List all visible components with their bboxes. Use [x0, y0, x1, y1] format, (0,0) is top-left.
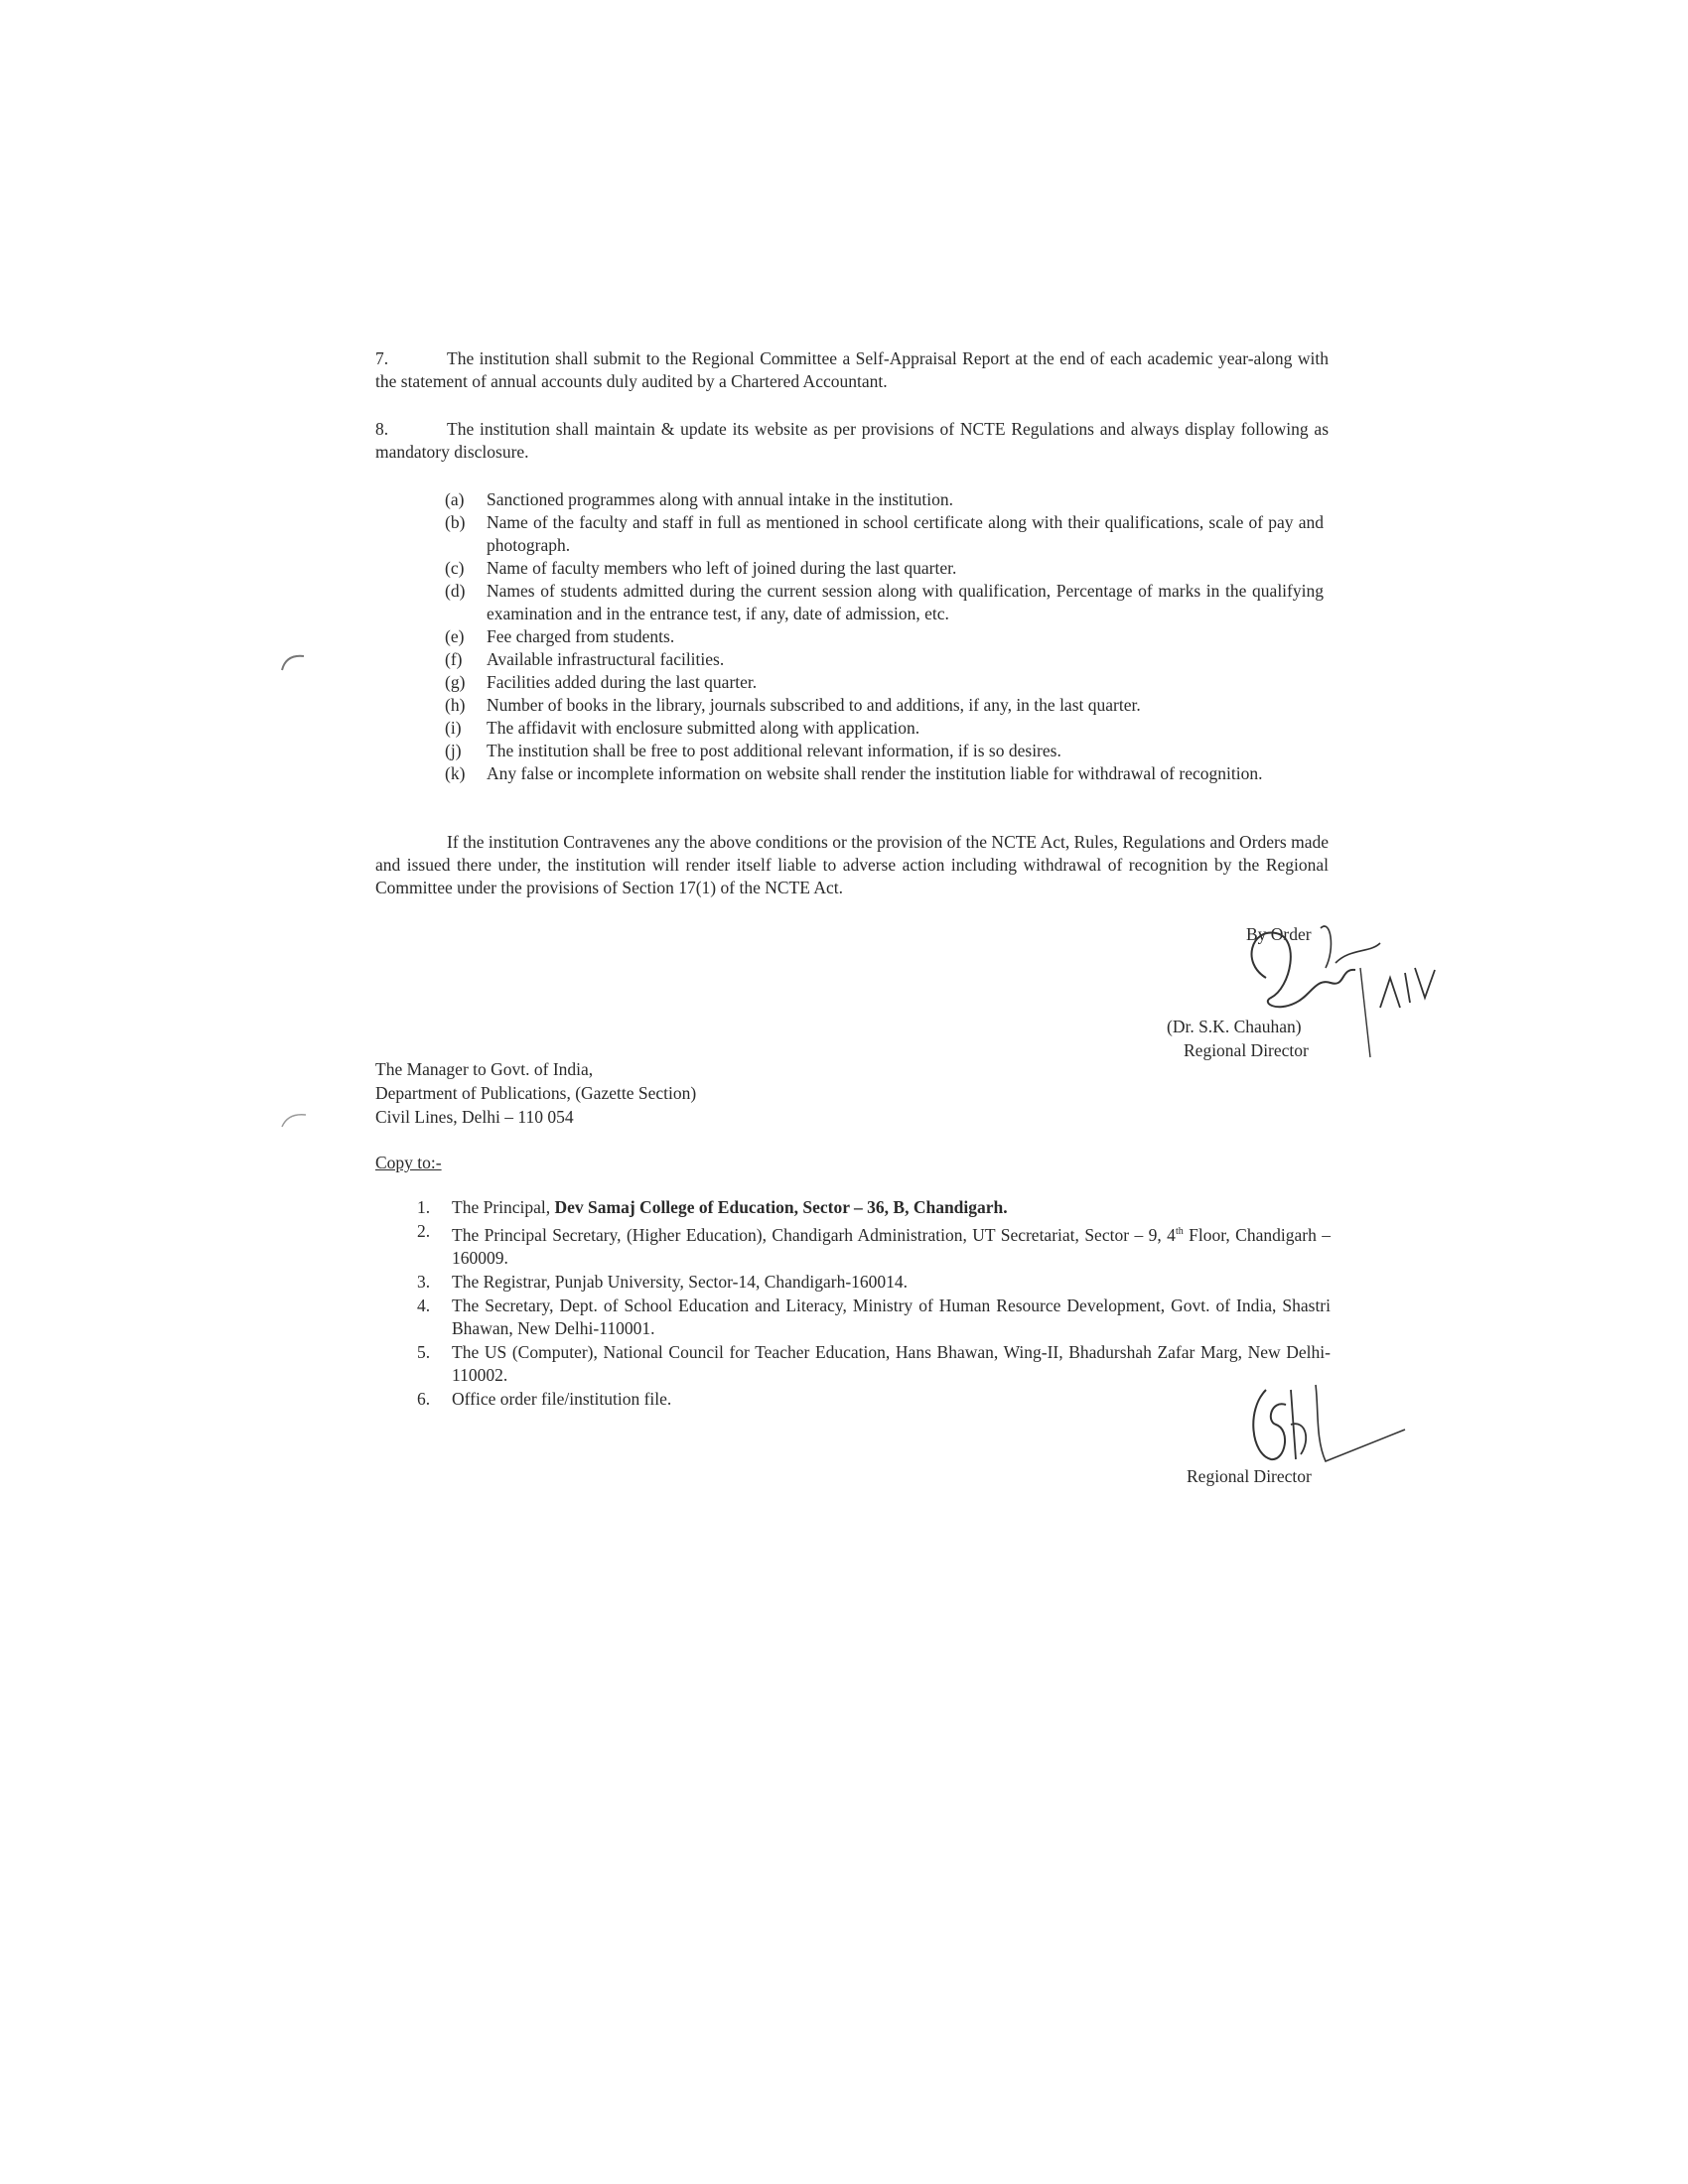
- scan-mark: [278, 650, 308, 674]
- paragraph-text: The institution shall maintain & update its website as per provisions of NCTE Regulations and always display following as mandatory disclosure.: [375, 419, 1329, 462]
- closing-paragraph: If the institution Contravenes any the above conditions or the provision of the NCTE Act, Rules, Regulations and Orders made and issued there under, the institution will render itself liable to adverse action including withdrawal of recognition by the Regional Committee under the provisions of Section 17(1) of the NCTE Act.: [375, 832, 1329, 897]
- addressee-line: Civil Lines, Delhi – 110 054: [375, 1107, 574, 1127]
- list-item: (i) The affidavit with enclosure submitted along with application.: [445, 718, 920, 738]
- list-item: 3. The Registrar, Punjab University, Sector-14, Chandigarh-160014.: [417, 1271, 909, 1292]
- addressee-line: The Manager to Govt. of India,: [375, 1059, 594, 1079]
- list-item: (k) Any false or incomplete information on website shall render the institution liable for withdrawal of recognition.: [445, 763, 1263, 783]
- scan-mark: [278, 1107, 308, 1131]
- list-item: 1. The Principal, Dev Samaj College of Education, Sector – 36, B, Chandigarh.: [417, 1197, 1008, 1217]
- list-item: 2. The Principal Secretary, (Higher Education), Chandigarh Administration, UT Secretariat, Sector – 9, 4th Floor, Chandigarh – 160009.: [417, 1221, 1331, 1268]
- paragraph-7: [375, 347, 1329, 393]
- signatory-name: (Dr. S.K. Chauhan): [1167, 1017, 1302, 1036]
- list-item: (h) Number of books in the library, journals subscribed to and additions, if any, in the last quarter.: [445, 695, 1141, 715]
- copy-to-heading: Copy to:-: [375, 1153, 442, 1172]
- list-item: (d) Names of students admitted during the current session along with qualification, Percentage of marks in the qualifying examination and in the entrance test, if any, date of admission, etc.: [445, 581, 1324, 623]
- list-item: 4. The Secretary, Dept. of School Education and Literacy, Ministry of Human Resource Development, Govt. of India, Shastri Bhawan, New Delhi-110001.: [417, 1295, 1331, 1338]
- disclosure-list: [445, 488, 1324, 785]
- list-item: (j) The institution shall be free to post additional relevant information, if is so desires.: [445, 741, 1061, 760]
- list-item: (c) Name of faculty members who left of joined during the last quarter.: [445, 558, 957, 578]
- paragraph-number: 7.: [375, 348, 389, 368]
- copy-to-list: [397, 1196, 1331, 1412]
- list-item: (g) Facilities added during the last quarter.: [445, 672, 758, 692]
- handwritten-signature: [1231, 1370, 1410, 1479]
- list-item: (e) Fee charged from students.: [445, 626, 675, 646]
- paragraph-number: 8.: [375, 419, 389, 439]
- handwritten-signature: [1221, 908, 1440, 1062]
- final-signatory-designation: Regional Director: [1187, 1466, 1312, 1486]
- by-order-label: By Order: [1246, 924, 1312, 944]
- paragraph-8: [375, 418, 1329, 464]
- signatory-designation: Regional Director: [1184, 1040, 1309, 1060]
- list-item: (a) Sanctioned programmes along with annual intake in the institution.: [445, 489, 953, 509]
- list-item: 5. The US (Computer), National Council for Teacher Education, Hans Bhawan, Wing-II, Bhadurshah Zafar Marg, New Delhi-110002.: [417, 1341, 1331, 1385]
- list-item: 6. Office order file/institution file.: [417, 1388, 672, 1409]
- list-item: (b) Name of the faculty and staff in full as mentioned in school certificate along with their qualifications, scale of pay and photograph.: [445, 512, 1324, 555]
- addressee-line: Department of Publications, (Gazette Section): [375, 1083, 697, 1103]
- paragraph-text: The institution shall submit to the Regional Committee a Self-Appraisal Report at the end of each academic year-along with the statement of annual accounts duly audited by a Chartered Accountant.: [375, 348, 1329, 391]
- list-item: (f) Available infrastructural facilities.: [445, 649, 725, 669]
